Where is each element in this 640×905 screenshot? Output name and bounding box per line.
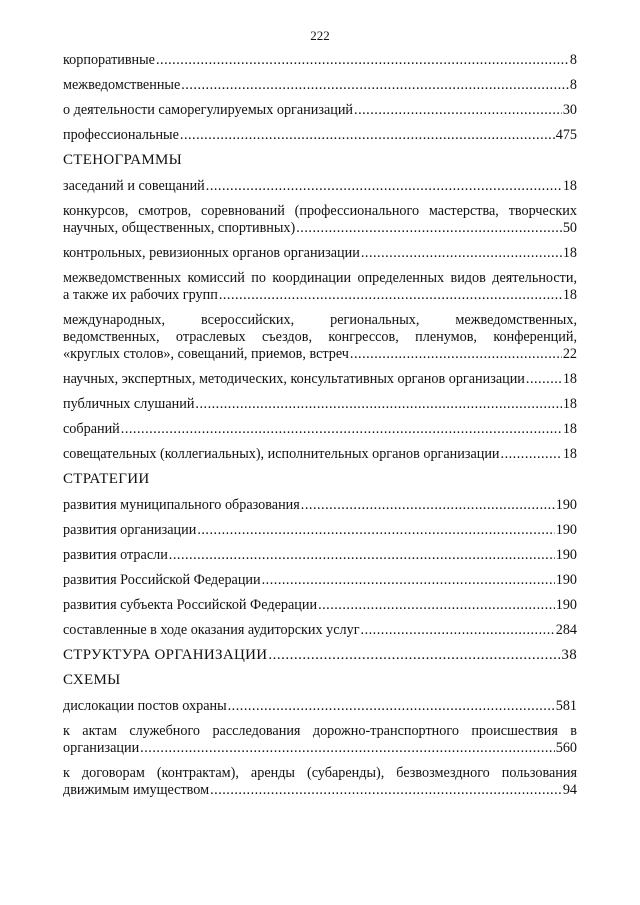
dot-leader [121,421,562,438]
section-heading-stenogrammy: СТЕНОГРАММЫ [63,152,182,168]
entry-lead-line: к договорам (контрактам), аренды (субаренды), безвозмездного пользования [63,765,577,781]
entry-label: развития организации [63,522,197,538]
entry-label: профессиональные [63,127,179,143]
entry-lead-line: межведомственных комиссий по координации определенных видов деятельности, [63,270,577,286]
section-heading-strategii: СТРАТЕГИИ [63,471,150,487]
index-entry [63,698,577,715]
entry-label: «круглых столов», совещаний, приемов, встреч [63,346,349,362]
entry-last-line [63,740,577,757]
index-entry [63,52,577,69]
dot-leader [318,597,555,614]
dot-leader [197,522,554,539]
dot-leader [501,446,562,463]
dot-leader [354,102,562,119]
index-entry-multiline [63,270,577,304]
dot-leader [181,77,569,94]
entry-page: 18 [562,287,577,303]
dot-leader [262,572,555,589]
entry-page: 18 [562,245,577,261]
entry-page: 18 [562,371,577,387]
entry-page: 8 [569,77,577,93]
entry-label: о деятельности саморегулируемых организаций [63,102,354,118]
entry-label: развития Российской Федерации [63,572,261,588]
index-entry [63,547,577,564]
dot-leader [361,245,562,262]
entry-page: 190 [555,572,577,588]
entry-lead-line: конкурсов, смотров, соревнований (профессионального мастерства, творческих [63,203,577,219]
index-entry [63,622,577,639]
index-entry [63,572,577,589]
entry-label: составленные в ходе оказания аудиторских услуг [63,622,360,638]
entry-page: 50 [562,220,577,236]
entry-lead-line: к актам служебного расследования дорожно-транспортного происшествия в [63,723,577,739]
index-entry [63,421,577,438]
dot-leader [350,346,562,363]
entry-page: 18 [562,446,577,462]
dot-leader [195,396,561,413]
entry-page: 190 [555,597,577,613]
section-entry-struktura [63,647,577,664]
entry-last-line [63,782,577,799]
entry-label: развития отрасли [63,547,168,563]
dot-leader [206,178,562,195]
entry-page: 22 [562,346,577,362]
dot-leader [219,287,562,304]
entry-page: 18 [562,421,577,437]
entry-page: 38 [561,647,577,663]
entry-label: а также их рабочих групп [63,287,218,303]
index-entry [63,522,577,539]
entry-page: 581 [555,698,577,714]
entry-page: 8 [569,52,577,68]
index-entry [63,371,577,388]
entry-label: научных, общественных, спортивных) [63,220,296,236]
dot-leader [526,371,562,388]
dot-leader [156,52,569,69]
entry-label: межведомственные [63,77,181,93]
entry-last-line [63,287,577,304]
entry-label: корпоративные [63,52,155,68]
dot-leader [228,698,555,715]
entry-last-line [63,346,577,363]
dot-leader [301,497,555,514]
entry-label: движимым имуществом [63,782,210,798]
index-entry [63,77,577,94]
index-entry-multiline [63,203,577,237]
entry-page: 94 [562,782,577,798]
entry-page: 560 [555,740,577,756]
index-entry [63,102,577,119]
entry-label: организации [63,740,140,756]
entry-page: 18 [562,178,577,194]
index-entry [63,245,577,262]
entry-label: научных, экспертных, методических, консультативных органов организации [63,371,525,387]
dot-leader [210,782,562,799]
index-entry [63,396,577,413]
entry-page: 18 [562,396,577,412]
entry-page: 190 [555,547,577,563]
entry-label: развития субъекта Российской Федерации [63,597,318,613]
dot-leader [268,647,560,664]
entry-page: 30 [562,102,577,118]
entry-page: 475 [555,127,577,143]
dot-leader [296,220,562,237]
entry-label: заседаний и совещаний [63,178,205,194]
index-entry-multiline [63,723,577,757]
index-entry-multiline [63,765,577,799]
entry-label: собраний [63,421,120,437]
dot-leader [361,622,555,639]
entry-page: 284 [555,622,577,638]
entry-lead-line: международных, всероссийских, региональных, межведомственных, [63,312,577,328]
dot-leader [169,547,555,564]
page-number: 222 [310,28,330,43]
entry-page: 190 [555,522,577,538]
entry-last-line [63,220,577,237]
section-heading-skhemy: СХЕМЫ [63,672,121,688]
index-entry [63,127,577,144]
index-entry-multiline [63,312,577,363]
index-entry [63,597,577,614]
entry-label: развития муниципального образования [63,497,300,513]
entry-label: публичных слушаний [63,396,195,412]
dot-leader [140,740,555,757]
entry-label: контрольных, ревизионных органов организации [63,245,360,261]
index-entry [63,446,577,463]
index-entry [63,178,577,195]
entry-label: совещательных (коллегиальных), исполнительных органов организации [63,446,500,462]
entry-page: 190 [555,497,577,513]
dot-leader [180,127,555,144]
entry-label: СТРУКТУРА ОРГАНИЗАЦИИ [63,647,268,663]
index-content [63,52,577,807]
entry-lead-line: ведомственных, отраслевых съездов, конгрессов, пленумов, конференций, [63,329,577,345]
entry-label: дислокации постов охраны [63,698,227,714]
index-entry [63,497,577,514]
